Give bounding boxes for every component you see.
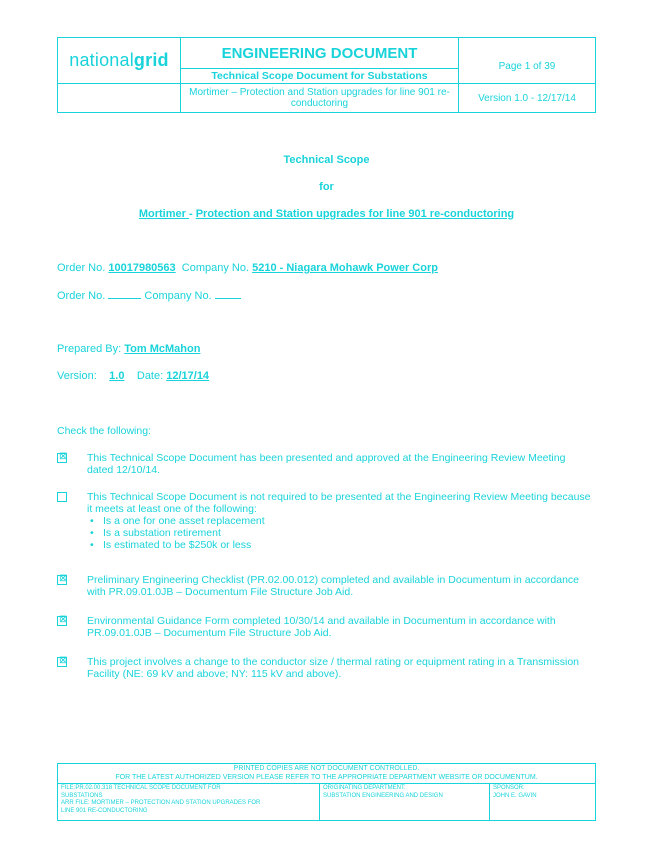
checkbox-unchecked[interactable]: [57, 492, 67, 502]
footer-file-info: [58, 784, 320, 821]
prepared-by-name: Tom McMahon: [124, 343, 201, 355]
checklist-heading: Check the following:: [57, 425, 151, 437]
document-footer: [57, 763, 596, 821]
order-blank: [108, 289, 141, 299]
footer-dept-line: ORIGINATING DEPARTMENT:: [323, 785, 406, 791]
checkbox-checked[interactable]: ⊠: [59, 451, 68, 462]
checklist-item: [57, 656, 592, 680]
company-blank: [215, 289, 241, 299]
date-label: Date:: [136, 370, 164, 382]
checklist-item: [57, 574, 592, 598]
checklist-item-text: Preliminary Engineering Checklist (PR.02.00.012) completed and available in Documentum in accordance with PR.09.01.0JB – Documentum File Structure Job Aid.: [87, 574, 580, 598]
prepared-by-line: [57, 343, 200, 355]
footer-sponsor: [490, 784, 596, 821]
checklist-item-text: This Technical Scope Document has been presented and approved at the Engineering Review Meeting dated 12/10/14.: [87, 452, 566, 476]
footer-file-line: SUBSTATIONS: [61, 792, 103, 799]
project-title: [0, 208, 653, 220]
footer-notice-line: PRINTED COPIES ARE NOT DOCUMENT CONTROLLED.: [233, 765, 420, 772]
checklist-item: [57, 491, 592, 551]
footer-notice-line: FOR THE LATEST AUTHORIZED VERSION PLEASE REFER TO THE APPROPRIATE DEPARTMENT WEBSITE OR DOCUMENTUM.: [115, 773, 538, 781]
header-blank-cell: [58, 84, 181, 113]
order-line-2: [57, 289, 241, 302]
scope-heading: Technical Scope: [283, 154, 370, 166]
order-label: Order No.: [57, 262, 106, 274]
logo-light-text: national: [69, 50, 134, 70]
date-value: 12/17/14: [166, 370, 210, 382]
checklist-item: [57, 615, 592, 639]
version-label: Version:: [57, 370, 97, 382]
project-site: Mortimer: [138, 208, 189, 220]
footer-dept-line: SUBSTATION ENGINEERING AND DESIGN: [323, 792, 443, 799]
document-subtitle: Technical Scope Document for Substations: [181, 69, 459, 84]
project-description: Protection and Station upgrades for line 901 re-conductoring: [195, 208, 515, 220]
company-label-2: Company No.: [144, 290, 212, 302]
checklist-item-content: [87, 491, 592, 551]
footer-department: [320, 784, 490, 821]
checkbox-checked[interactable]: ⊠: [59, 573, 68, 584]
company-label: Company No.: [181, 262, 250, 274]
order-number: 10017980563: [108, 262, 176, 274]
order-label-2: Order No.: [57, 290, 106, 302]
prepared-label: Prepared By:: [57, 343, 122, 355]
criteria-list: [87, 515, 592, 551]
order-line-1: [57, 262, 438, 274]
project-separator: -: [188, 208, 196, 220]
criteria-bullet: • Is estimated to be $250k or less: [103, 539, 592, 551]
version-date: Version 1.0 - 12/17/14: [459, 84, 596, 113]
footer-file-line: LINE 901 RE-CONDUCTORING: [61, 807, 148, 814]
footer-sponsor-line: SPONSOR:: [493, 785, 525, 791]
logo: [58, 38, 181, 84]
checklist-item-text: Environmental Guidance Form completed 10/30/14 and available in Documentum in accordance with PR.09.01.0JB – Documentum File Structure Job Aid.: [87, 615, 556, 639]
checkbox-checked[interactable]: ⊠: [59, 655, 68, 666]
footer-sponsor-line: JOHN E. GAVIN: [493, 792, 537, 799]
checkbox-checked[interactable]: ⊠: [59, 614, 68, 625]
footer-file-line: FILE:PR.02.00.318 TECHNICAL SCOPE DOCUMENT FOR: [61, 785, 221, 791]
criteria-bullet: • Is a one for one asset replacement: [103, 515, 592, 527]
scope-for: for: [319, 181, 334, 193]
checklist-item-text: This project involves a change to the conductor size / thermal rating or equipment rating in a Transmission Facility (NE: 69 kV and above; NY: 115 kV and above).: [87, 656, 579, 680]
checklist-item: [57, 452, 592, 476]
page-number: Page 1 of 39: [459, 38, 596, 84]
company-number: 5210 - Niagara Mohawk Power Corp: [252, 262, 438, 274]
footer-file-line: ARR FILE: MORTIMER – PROTECTION AND STATION UPGRADES FOR: [61, 800, 261, 806]
version-line: [57, 370, 209, 382]
version-number: 1.0: [109, 370, 125, 382]
checklist-item-text: This Technical Scope Document is not required to be presented at the Engineering Review Meeting because it meets at least one of the following:: [87, 491, 591, 515]
logo-bold-text: grid: [133, 50, 169, 70]
document-header: [57, 37, 596, 113]
document-description: Mortimer – Protection and Station upgrades for line 901 re-conductoring: [181, 84, 459, 113]
criteria-bullet: • Is a substation retirement: [103, 527, 592, 539]
footer-notice: [58, 764, 596, 784]
document-title: ENGINEERING DOCUMENT: [181, 38, 459, 69]
